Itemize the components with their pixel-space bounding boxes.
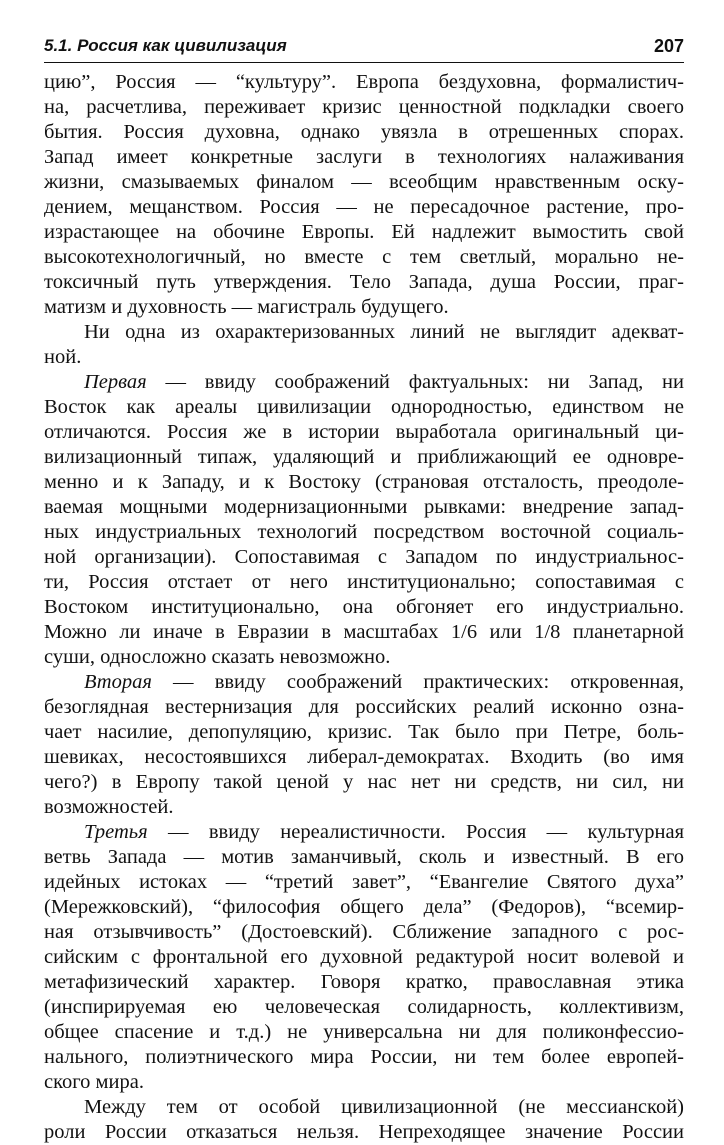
text-line: сийским с фронтальной его духовной редактурой носит волевой и: [44, 946, 684, 968]
text-line: жизни, смазываемых финалом — всеобщим нравственным оску-: [44, 171, 684, 193]
text-line: дением, мещанством. Россия — не пересадочное растение, про-: [44, 196, 684, 218]
text-line: ная отзывчивость” (Достоевский). Сближение западного с рос-: [44, 921, 684, 943]
text-line: Запад имеет конкретные заслуги в технологиях налаживания: [44, 146, 684, 168]
text-line: нального, полиэтнического мира России, ни тем более европей-: [44, 1046, 684, 1068]
header-rule: [44, 62, 684, 63]
paragraph-lead-word: Вторая: [84, 671, 152, 693]
paragraph-lead-word: Третья: [84, 821, 148, 843]
text-line: вилизационный типаж, удаляющий и приближающий ее одновре-: [44, 446, 684, 468]
text-line: Востоком институционально, она обгоняет его индустриально.: [44, 596, 684, 618]
running-head: [44, 32, 684, 62]
paragraph: [44, 370, 684, 670]
line-text: — ввиду нереалистичности. Россия — культурная: [147, 821, 684, 843]
text-line: Между тем от особой цивилизационной (не мессианской): [84, 1096, 684, 1118]
text-line: Ни одна из охарактеризованных линий не выглядит адекват-: [84, 321, 684, 343]
page-number: 207: [653, 36, 684, 56]
text-line: матизм и духовность — магистраль будущего.: [44, 296, 449, 318]
text-line: идейных истоках — “третий завет”, “Евангелие Святого духа”: [44, 871, 684, 893]
text-line: ти, Россия отстает от него институционально; сопоставимая с: [44, 571, 684, 593]
text-line: Восток как ареалы цивилизации однородностью, единством не: [44, 396, 684, 418]
text-line: ского мира.: [44, 1071, 144, 1093]
text-line: ветвь Запада — мотив заманчивый, сколь и известный. В его: [44, 846, 684, 868]
text-line: израстающее на обочине Европы. Ей надлежит вымостить свой: [44, 221, 684, 243]
text-line: возможностей.: [44, 796, 174, 818]
text-line: ных индустриальных технологий посредством восточной социаль-: [44, 521, 684, 543]
text-line: высокотехнологичный, но вместе с тем светлый, морально не-: [44, 246, 684, 268]
text-line: чего?) в Европу такой ценой у нас нет ни средств, ни сил, ни: [44, 771, 684, 793]
paragraph: [44, 320, 684, 370]
paragraph: [44, 670, 684, 820]
paragraph-lead-word: Первая: [84, 371, 147, 393]
text-line: Можно ли иначе в Евразии в масштабах 1/6 или 1/8 планетарной: [44, 621, 684, 643]
text-line: [44, 370, 684, 395]
paragraph: [44, 70, 684, 320]
text-line: суши, односложно сказать невозможно.: [44, 646, 391, 668]
paragraph: [44, 820, 684, 1095]
line-text: — ввиду соображений практических: откровенная,: [151, 671, 684, 693]
text-line: чает насилие, депопуляцию, кризис. Так было при Петре, боль-: [44, 721, 684, 743]
paragraph: [44, 1095, 684, 1145]
text-line: [44, 820, 684, 845]
text-line: шевиках, несостоявшихся либерал-демократах. Входить (во имя: [44, 746, 684, 768]
text-line: (Мережковский), “философия общего дела” (Федоров), “всемир-: [44, 896, 684, 918]
text-line: ной.: [44, 346, 82, 368]
text-line: на, расчетлива, переживает кризис ценностной подкладки своего: [44, 96, 684, 118]
text-line: ной организации). Сопоставимая с Западом по индустриальнос-: [44, 546, 684, 568]
text-line: общее спасение и т.д.) не универсальна ни для поликонфессио-: [44, 1021, 684, 1043]
text-line: бытия. Россия духовна, однако увязла в отрешенных спорах.: [44, 121, 684, 143]
body-text: [44, 70, 684, 1145]
text-line: роли России отказаться нельзя. Непреходящее значение России: [44, 1121, 684, 1143]
text-line: токсичный путь утверждения. Тело Запада, душа России, праг-: [44, 271, 684, 293]
text-line: [44, 670, 684, 695]
text-line: ваемая мощными модернизационными рывками: внедрение запад-: [44, 496, 684, 518]
line-text: — ввиду соображений фактуальных: ни Запад, ни: [146, 371, 684, 393]
text-line: метафизический характер. Говоря кратко, православная этика: [44, 971, 684, 993]
text-line: отличаются. Россия же в истории выработала оригинальный ци-: [44, 421, 684, 443]
text-line: (инспирируемая ею человеческая солидарность, коллективизм,: [44, 996, 684, 1018]
text-line: безоглядная вестернизация для российских реалий исконно озна-: [44, 696, 684, 718]
text-line: цию”, Россия — “культуру”. Европа бездуховна, формалистич-: [44, 71, 684, 93]
text-line: менно и к Западу, и к Востоку (страновая отсталость, преодоле-: [44, 471, 684, 493]
running-title: 5.1. Россия как цивилизация: [44, 36, 287, 55]
